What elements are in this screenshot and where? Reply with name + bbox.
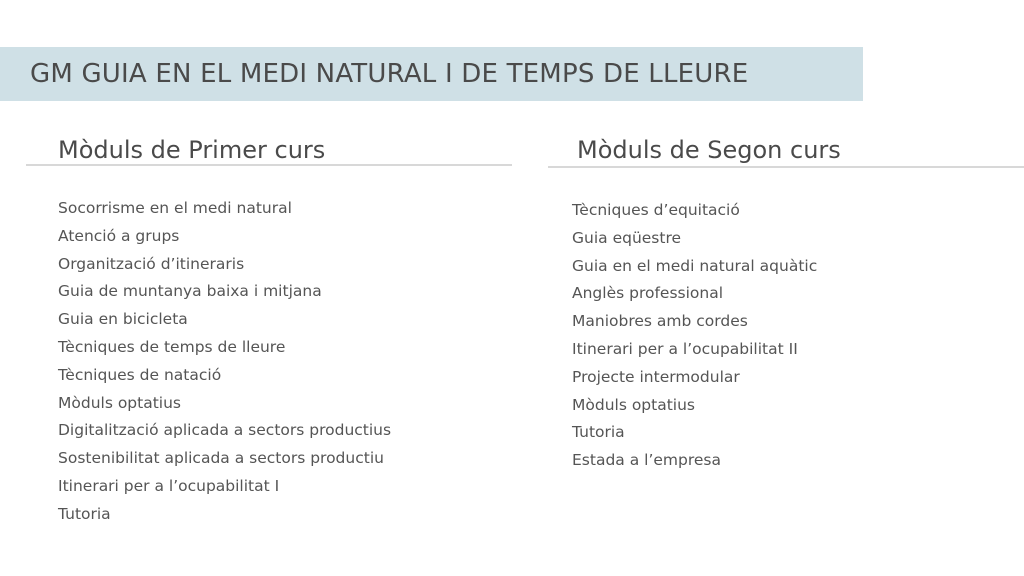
- list-item: Sostenibilitat aplicada a sectors productiu: [58, 449, 384, 468]
- list-item: Mòduls optatius: [572, 395, 696, 414]
- list-item: Guia de muntanya baixa i mitjana: [58, 282, 322, 301]
- list-item: Tècniques d’equitació: [572, 201, 740, 219]
- list-item: Atenció a grups: [58, 226, 180, 245]
- list-item: Tècniques de natació: [58, 365, 222, 384]
- list-item: Projecte intermodular: [572, 367, 740, 386]
- second-year-module-list: [572, 197, 817, 475]
- list-item: Itinerari per a l’ocupabilitat I: [58, 476, 280, 495]
- list-item: Guia en el medi natural aquàtic: [572, 256, 818, 275]
- list-item: Digitalització aplicada a sectors productius: [58, 421, 392, 440]
- list-item: Guia en bicicleta: [58, 310, 188, 329]
- list-item: Anglès professional: [572, 284, 724, 303]
- list-item: Tutoria: [58, 504, 111, 523]
- second-year-heading: Mòduls de Segon curs: [577, 136, 841, 164]
- list-item: Tècniques de temps de lleure: [58, 337, 286, 356]
- first-year-divider: [26, 164, 512, 166]
- list-item: Estada a l’empresa: [572, 451, 721, 470]
- list-item: Organització d’itineraris: [58, 254, 245, 273]
- title-bar: [0, 47, 863, 101]
- first-year-module-list: [58, 195, 391, 529]
- list-item: Tutoria: [572, 423, 625, 442]
- second-year-divider: [548, 166, 1024, 168]
- first-year-heading: Mòduls de Primer curs: [58, 136, 326, 164]
- list-item: Socorrisme en el medi natural: [58, 199, 292, 217]
- list-item: Maniobres amb cordes: [572, 312, 748, 331]
- list-item: Mòduls optatius: [58, 393, 182, 412]
- list-item: Itinerari per a l’ocupabilitat II: [572, 339, 798, 358]
- list-item: Guia eqüestre: [572, 228, 682, 247]
- page-title: GM GUIA EN EL MEDI NATURAL I DE TEMPS DE LLEURE: [30, 59, 749, 89]
